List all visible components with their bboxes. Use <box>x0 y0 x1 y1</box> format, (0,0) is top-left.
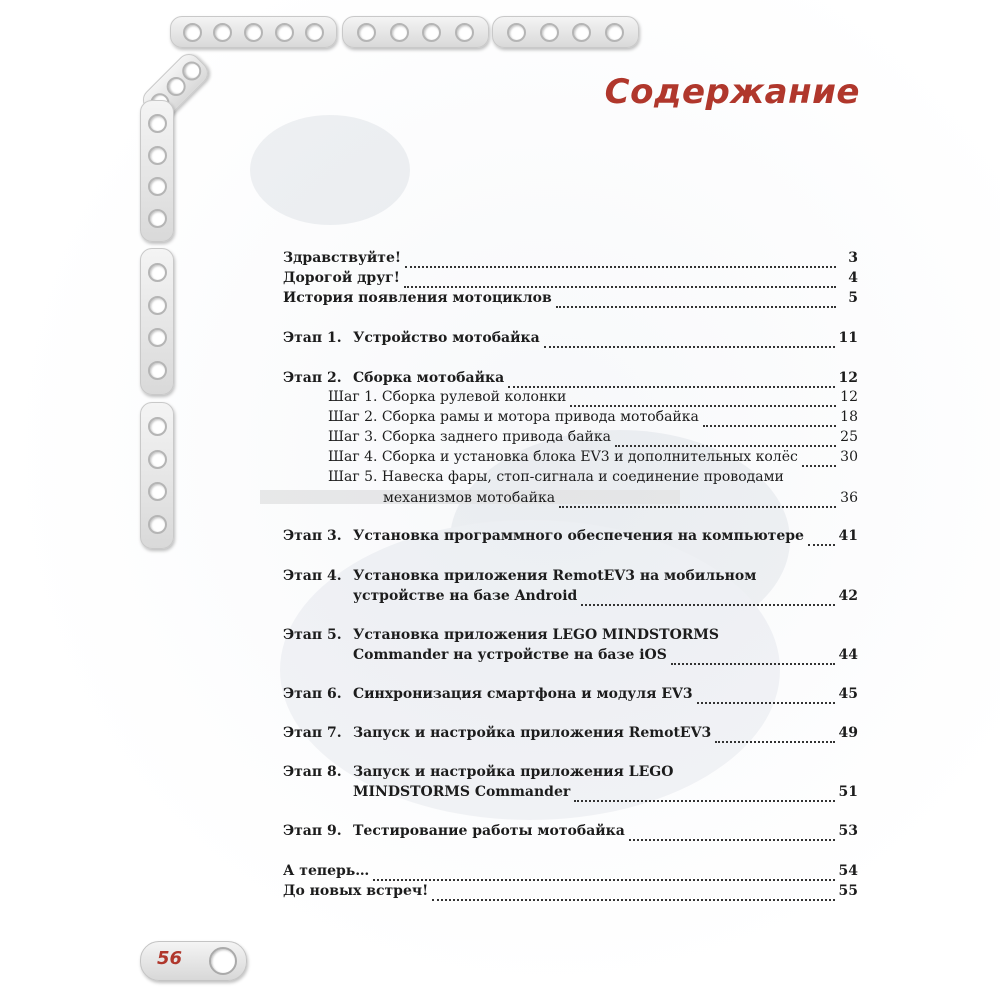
dot-leader <box>697 688 835 704</box>
toc-page-number: 53 <box>838 823 858 839</box>
toc-entry-title: А теперь… <box>283 863 370 879</box>
step-title: Шаг 3. Сборка заднего привода байка <box>328 429 611 445</box>
toc-stage-7 <box>283 723 858 743</box>
stage-label: Этап 1. <box>283 330 342 346</box>
dot-leader <box>703 411 836 427</box>
toc-entry-title: Дорогой друг! <box>283 270 400 286</box>
stage-title: Синхронизация смартфона и модуля EV3 <box>353 686 693 702</box>
toc-page-number: 45 <box>838 686 858 702</box>
toc-stage-4 <box>283 566 858 586</box>
stage-title: Установка программного обеспечения на компьютере <box>353 528 804 544</box>
dot-leader <box>544 332 835 348</box>
toc-entry <box>283 248 858 268</box>
toc-page-number: 18 <box>840 409 858 425</box>
stage-title-line-2: MINDSTORMS Commander <box>353 784 571 800</box>
stage-label: Этап 4. <box>283 568 342 584</box>
stage-title-line-2: Commander на устройстве на базе iOS <box>353 647 667 663</box>
toc-stage-4-cont <box>353 586 858 606</box>
stage-title: Сборка мотобайка <box>353 370 505 386</box>
toc-page-number: 25 <box>840 429 858 445</box>
dot-leader <box>404 272 836 288</box>
stage-label: Этап 5. <box>283 627 342 643</box>
toc-entry-title: История появления мотоциклов <box>283 290 552 306</box>
toc-stage-6 <box>283 684 858 704</box>
toc-entry-title: До новых встреч! <box>283 883 429 899</box>
dot-leader <box>581 590 834 606</box>
step-title: Шаг 2. Сборка рамы и мотора привода мотобайка <box>328 409 699 425</box>
stage-title-line-1: Запуск и настройка приложения LEGO <box>353 764 674 780</box>
page-title: Содержание <box>604 72 860 112</box>
toc-page-number: 51 <box>838 784 858 800</box>
dot-leader <box>508 372 834 388</box>
stage-title: Запуск и настройка приложения RemotEV3 <box>353 725 712 741</box>
toc-stage-8 <box>283 762 858 782</box>
toc-page-number: 54 <box>838 863 858 879</box>
footer-page-tab <box>140 941 247 981</box>
toc-page-number: 36 <box>840 490 858 506</box>
toc-entry <box>283 881 858 901</box>
toc-stage-5 <box>283 625 858 645</box>
step-title: Шаг 1. Сборка рулевой колонки <box>328 389 567 405</box>
toc-stage-8-cont <box>353 782 858 802</box>
toc-stage-3 <box>283 526 858 546</box>
toc-entry-title: Здравствуйте! <box>283 250 402 266</box>
toc-page-number: 12 <box>838 370 858 386</box>
toc-page-number: 12 <box>840 389 858 405</box>
toc-page-number: 5 <box>848 290 858 306</box>
toc-page-number: 49 <box>838 725 858 741</box>
dot-leader <box>629 825 835 841</box>
toc-page-number: 44 <box>838 647 858 663</box>
dot-leader <box>373 865 834 881</box>
toc-page-number: 41 <box>838 528 858 544</box>
toc-entry <box>283 288 858 308</box>
toc-step <box>328 407 858 427</box>
toc-page-number: 30 <box>840 449 858 465</box>
toc-page-number: 3 <box>848 250 858 266</box>
toc-stage-1 <box>283 328 858 348</box>
dot-leader <box>574 786 834 802</box>
toc-page-number: 4 <box>848 270 858 286</box>
dot-leader <box>615 431 836 447</box>
dot-leader <box>808 530 835 546</box>
toc-step <box>383 488 858 508</box>
toc-stage-5-cont <box>353 645 858 665</box>
dot-leader <box>432 885 834 901</box>
footer-page-number: 56 <box>157 948 183 969</box>
lego-hole-icon <box>209 947 237 975</box>
stage-title: Тестирование работы мотобайка <box>353 823 625 839</box>
dot-leader <box>802 451 836 467</box>
step-title-line-1: Шаг 5. Навеска фары, стоп-сигнала и соединение проводами <box>328 469 784 485</box>
stage-label: Этап 6. <box>283 686 342 702</box>
stage-title-line-1: Установка приложения LEGO MINDSTORMS <box>353 627 720 643</box>
stage-label: Этап 9. <box>283 823 342 839</box>
stage-label: Этап 8. <box>283 764 342 780</box>
step-title: Шаг 4. Сборка и установка блока EV3 и дополнительных колёс <box>328 449 798 465</box>
toc-page-number: 42 <box>838 588 858 604</box>
dot-leader <box>570 391 836 407</box>
stage-title-line-2: устройстве на базе Android <box>353 588 578 604</box>
stage-title: Устройство мотобайка <box>353 330 540 346</box>
toc-stage-9 <box>283 821 858 841</box>
dot-leader <box>405 252 836 268</box>
toc-entry <box>283 268 858 288</box>
step-title-line-2: механизмов мотобайка <box>383 490 556 506</box>
stage-label: Этап 2. <box>283 370 342 386</box>
toc-entry <box>283 861 858 881</box>
toc-step <box>328 387 858 407</box>
toc-step <box>328 447 858 467</box>
stage-label: Этап 3. <box>283 528 342 544</box>
dot-leader <box>556 292 836 308</box>
dot-leader <box>671 649 835 665</box>
toc-page-number: 55 <box>838 883 858 899</box>
stage-label: Этап 7. <box>283 725 342 741</box>
toc-stage-2 <box>283 368 858 388</box>
dot-leader <box>715 727 834 743</box>
dot-leader <box>559 492 836 508</box>
stage-title-line-1: Установка приложения RemotEV3 на мобильном <box>353 568 757 584</box>
toc-step <box>328 427 858 447</box>
toc-page-number: 11 <box>838 330 858 346</box>
